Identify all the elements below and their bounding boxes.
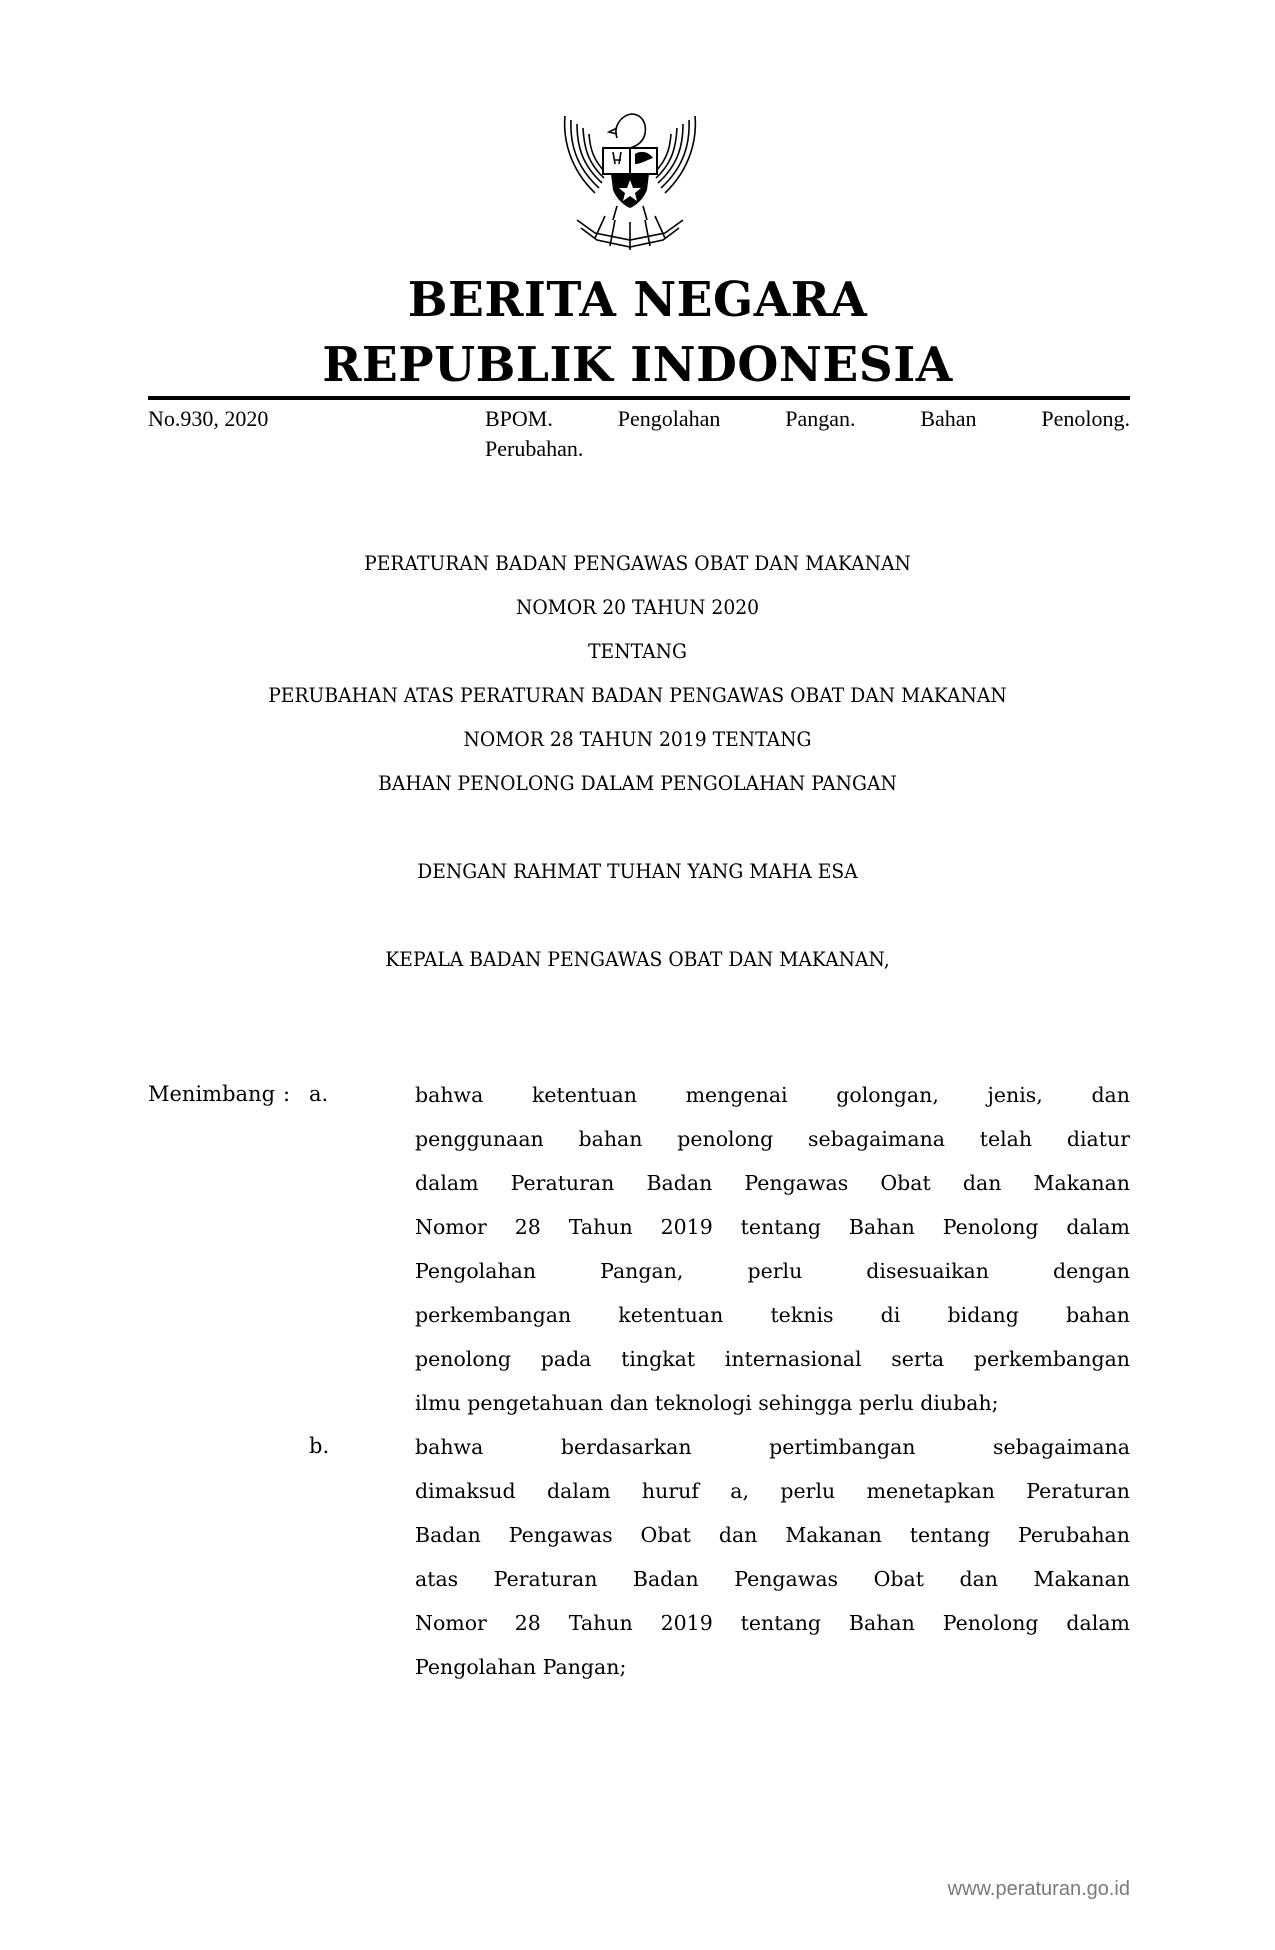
footer-url: www.peraturan.go.id (947, 1878, 1130, 1900)
consideration-line: dimaksud dalam huruf a, perlu menetapkan Peraturan (415, 1479, 1130, 1503)
gazette-subject-line2: Perubahan. (485, 436, 584, 461)
consideration-line: Nomor 28 Tahun 2019 tentang Bahan Penolong dalam (415, 1611, 1130, 1635)
gazette-number: No.930, 2020 (148, 406, 269, 431)
header-divider (148, 396, 1130, 400)
menimbang-colon: : (283, 1082, 291, 1106)
authority-line: KEPALA BADAN PENGAWAS OBAT DAN MAKANAN, (385, 948, 890, 971)
masthead-title-line1: BERITA NEGARA (407, 272, 868, 328)
consideration-line: Pengolahan Pangan; (415, 1655, 627, 1679)
consideration-line: bahwa berdasarkan pertimbangan sebagaimana (415, 1435, 1130, 1459)
consideration-line: dalam Peraturan Badan Pengawas Obat dan Makanan (415, 1171, 1130, 1195)
gazette-subject (485, 404, 1130, 464)
consideration-letter-a: a. (309, 1082, 329, 1106)
regulation-subject-line: PERUBAHAN ATAS PERATURAN BADAN PENGAWAS OBAT DAN MAKANAN (268, 684, 1007, 707)
garuda-emblem-icon (555, 98, 705, 258)
consideration-a (415, 1073, 1130, 1425)
consideration-line: bahwa ketentuan mengenai golongan, jenis, dan (415, 1083, 1130, 1107)
menimbang-label: Menimbang (148, 1082, 276, 1106)
consideration-line: Nomor 28 Tahun 2019 tentang Bahan Penolong dalam (415, 1215, 1130, 1239)
regulation-subject-line: NOMOR 28 TAHUN 2019 TENTANG (463, 728, 812, 751)
regulation-subject-line: BAHAN PENOLONG DALAM PENGOLAHAN PANGAN (378, 772, 897, 795)
regulation-tentang-line: TENTANG (588, 640, 687, 663)
invocation-line: DENGAN RAHMAT TUHAN YANG MAHA ESA (417, 860, 858, 883)
masthead-title-line2: REPUBLIK INDONESIA (322, 337, 953, 393)
consideration-line: perkembangan ketentuan teknis di bidang bahan (415, 1303, 1130, 1327)
consideration-line: ilmu pengetahuan dan teknologi sehingga perlu diubah; (415, 1391, 999, 1415)
consideration-line: penolong pada tingkat internasional serta perkembangan (415, 1347, 1130, 1371)
consideration-letter-b: b. (309, 1434, 330, 1458)
consideration-line: atas Peraturan Badan Pengawas Obat dan Makanan (415, 1567, 1130, 1591)
gazette-subject-line1: BPOM. Pengolahan Pangan. Bahan Penolong. (485, 406, 1130, 431)
consideration-b (415, 1425, 1130, 1689)
consideration-line: Pengolahan Pangan, perlu disesuaikan dengan (415, 1259, 1130, 1283)
regulation-title-line: PERATURAN BADAN PENGAWAS OBAT DAN MAKANAN (364, 552, 911, 575)
consideration-line: penggunaan bahan penolong sebagaimana telah diatur (415, 1127, 1130, 1151)
consideration-line: Badan Pengawas Obat dan Makanan tentang Perubahan (415, 1523, 1130, 1547)
regulation-number-line: NOMOR 20 TAHUN 2020 (515, 596, 760, 619)
